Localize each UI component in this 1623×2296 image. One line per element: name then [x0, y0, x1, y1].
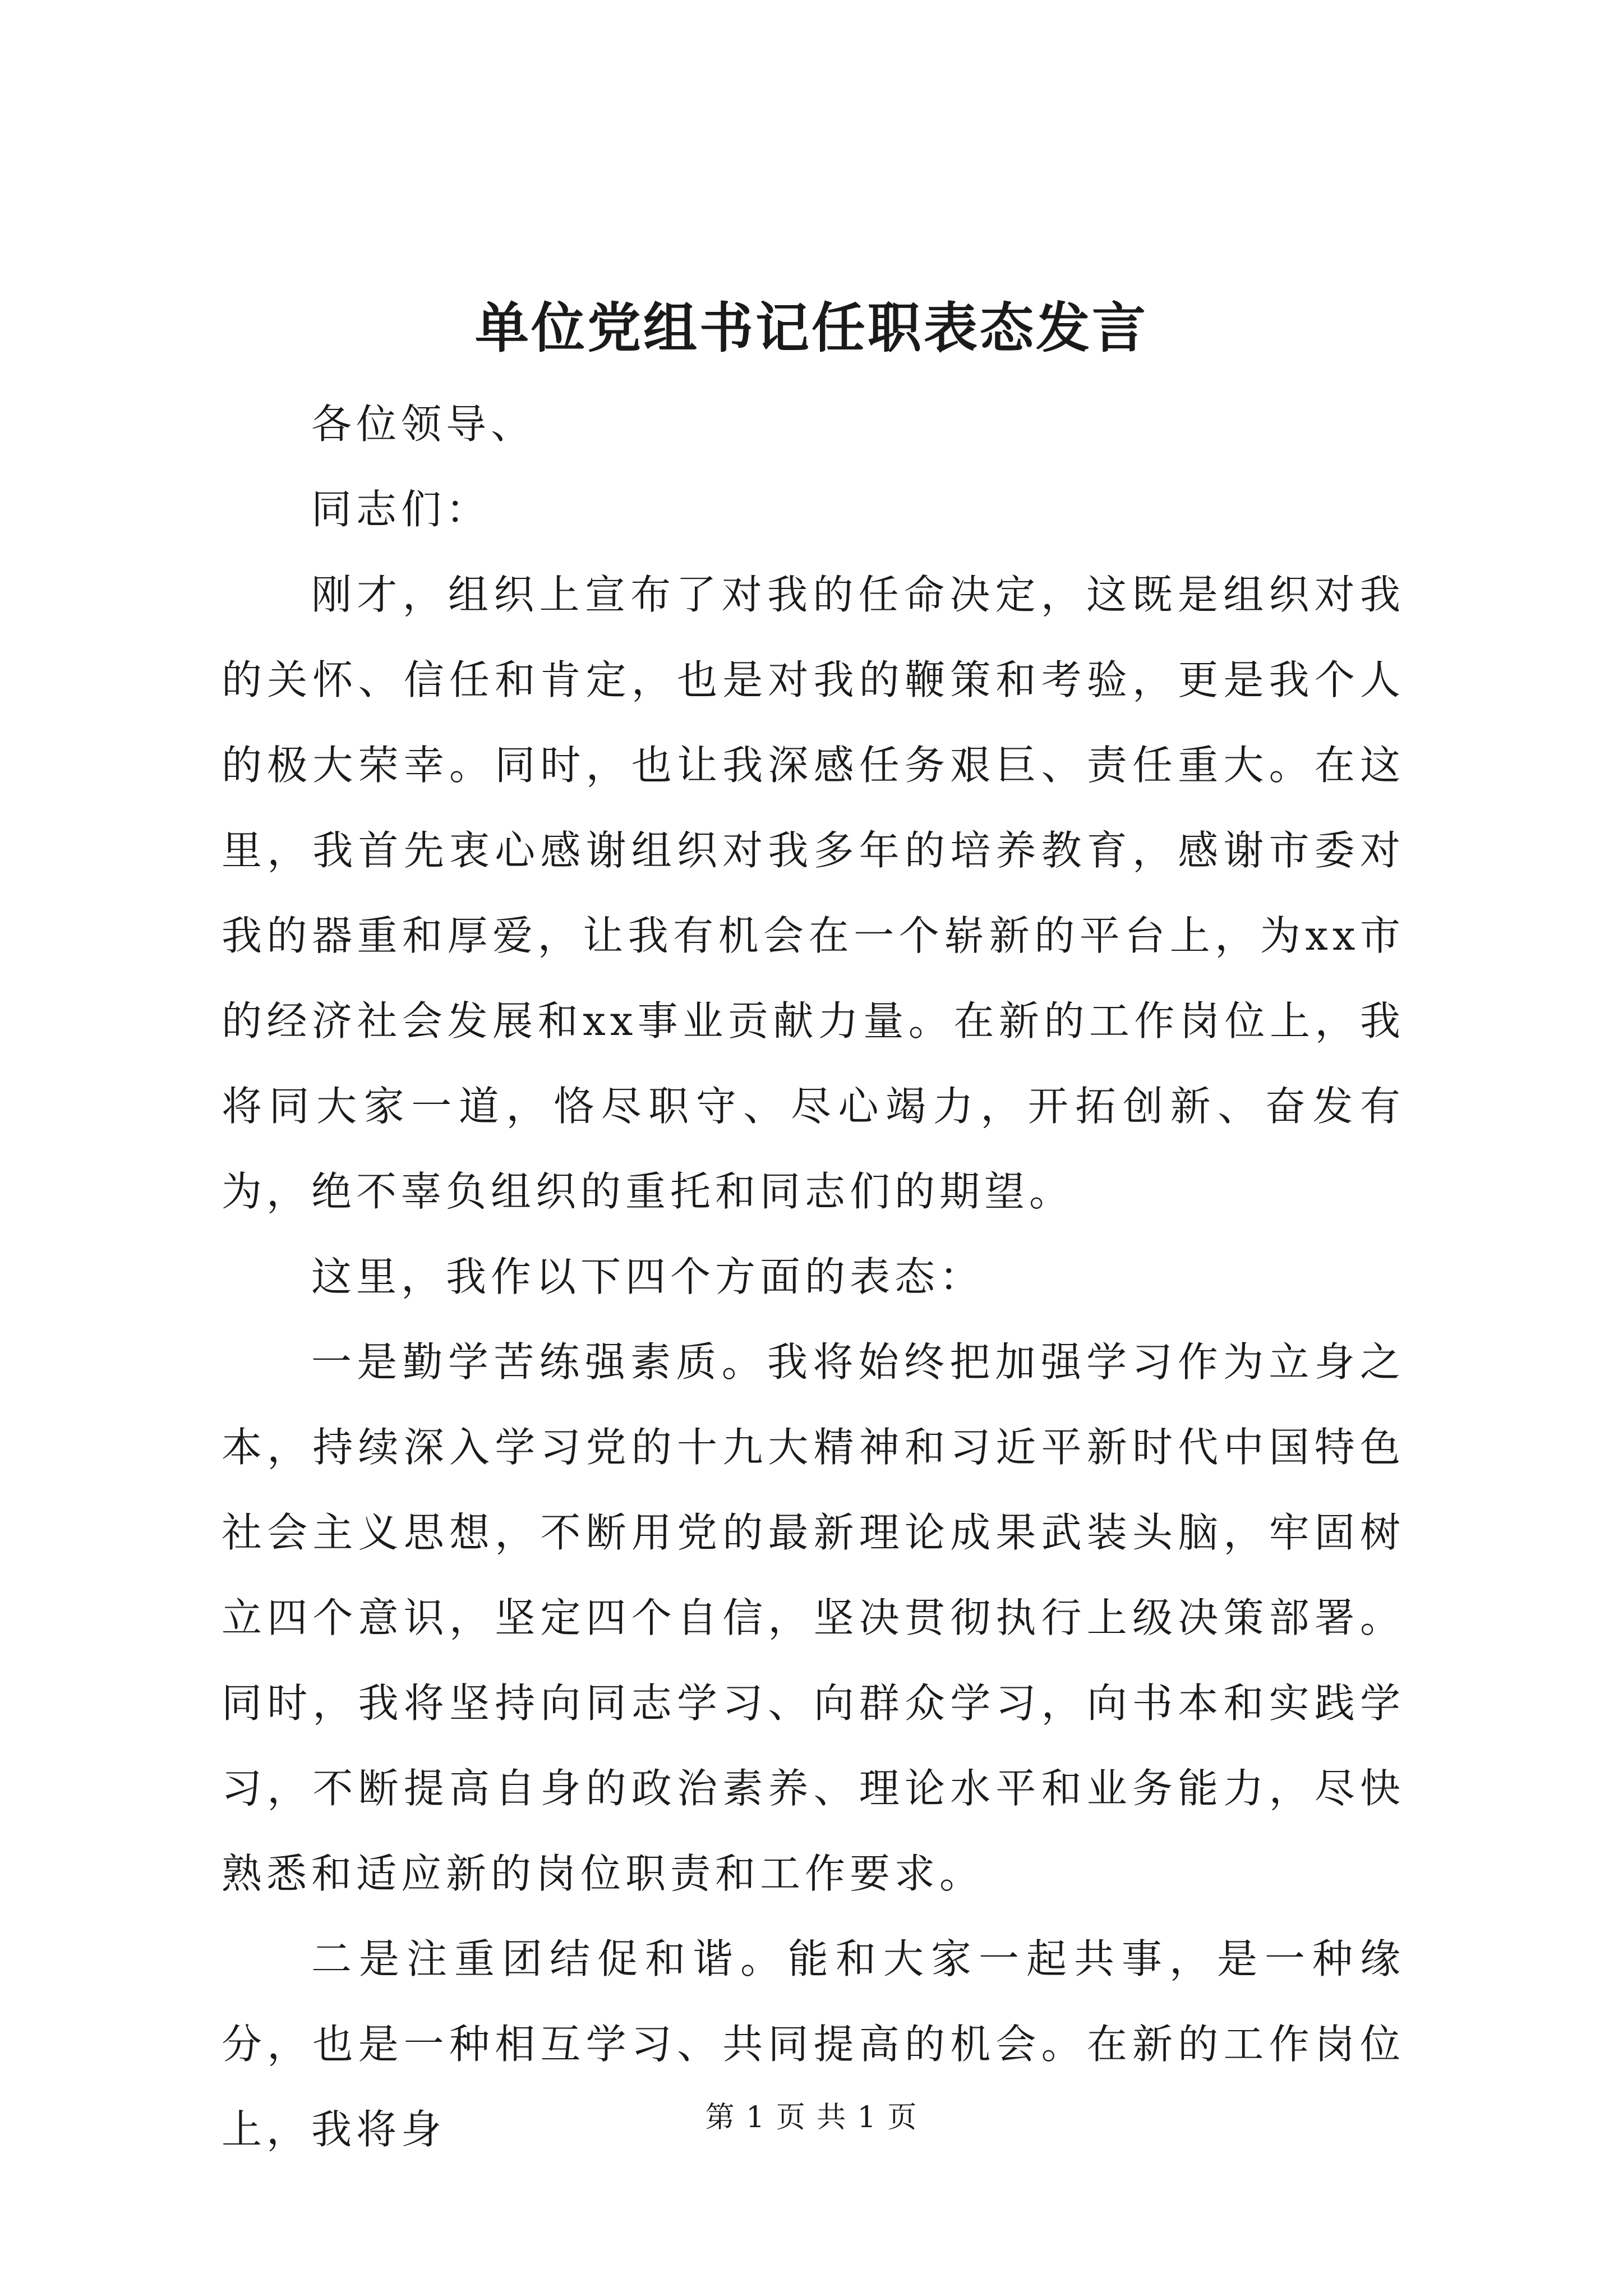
paragraph-outline: 这里，我作以下四个方面的表态：	[311, 1253, 985, 1300]
page-footer: 第 1 页 共 1 页	[705, 2101, 918, 2134]
document-title: 单位党组书记任职表态发言	[475, 296, 1148, 360]
paragraph-point-2: 二是注重团结促和谐。能和大家一起共事，是一种缘分，也是一种相互学习、共同提高的机会。在新的工作岗位上，我将身	[222, 1935, 1405, 2153]
paragraph-point-1: 一是勤学苦练强素质。我将始终把加强学习作为立身之本，持续深入学习党的十九大精神和习近平新时代中国特色社会主义思想，不断用党的最新理论成果武装头脑，牢固树立四个意识，坚定四个自信，坚决贯彻执行上级决策部署。同时，我将坚持向同志学习、向群众学习，向书本和实践学习，不断提高自身的政治素养、理论水平和业务能力，尽快熟悉和适应新的岗位职责和工作要求。	[222, 1338, 1405, 1897]
paragraph-intro: 刚才，组织上宣布了对我的任命决定，这既是组织对我的关怀、信任和肯定，也是对我的鞭策和考验，更是我个人的极大荣幸。同时，也让我深感任务艰巨、责任重大。在这里，我首先衷心感谢组织对我多年的培养教育，感谢市委对我的器重和厚爱，让我有机会在一个崭新的平台上，为xx市的经济社会发展和xx事业贡献力量。在新的工作岗位上，我将同大家一道，恪尽职守、尽心竭力，开拓创新、奋发有为，绝不辜负组织的重托和同志们的期望。	[222, 571, 1405, 1215]
document-body	[222, 381, 1405, 2172]
salutation-line-1: 各位领导、	[311, 401, 536, 448]
salutation-line-2: 同志们：	[311, 486, 491, 533]
